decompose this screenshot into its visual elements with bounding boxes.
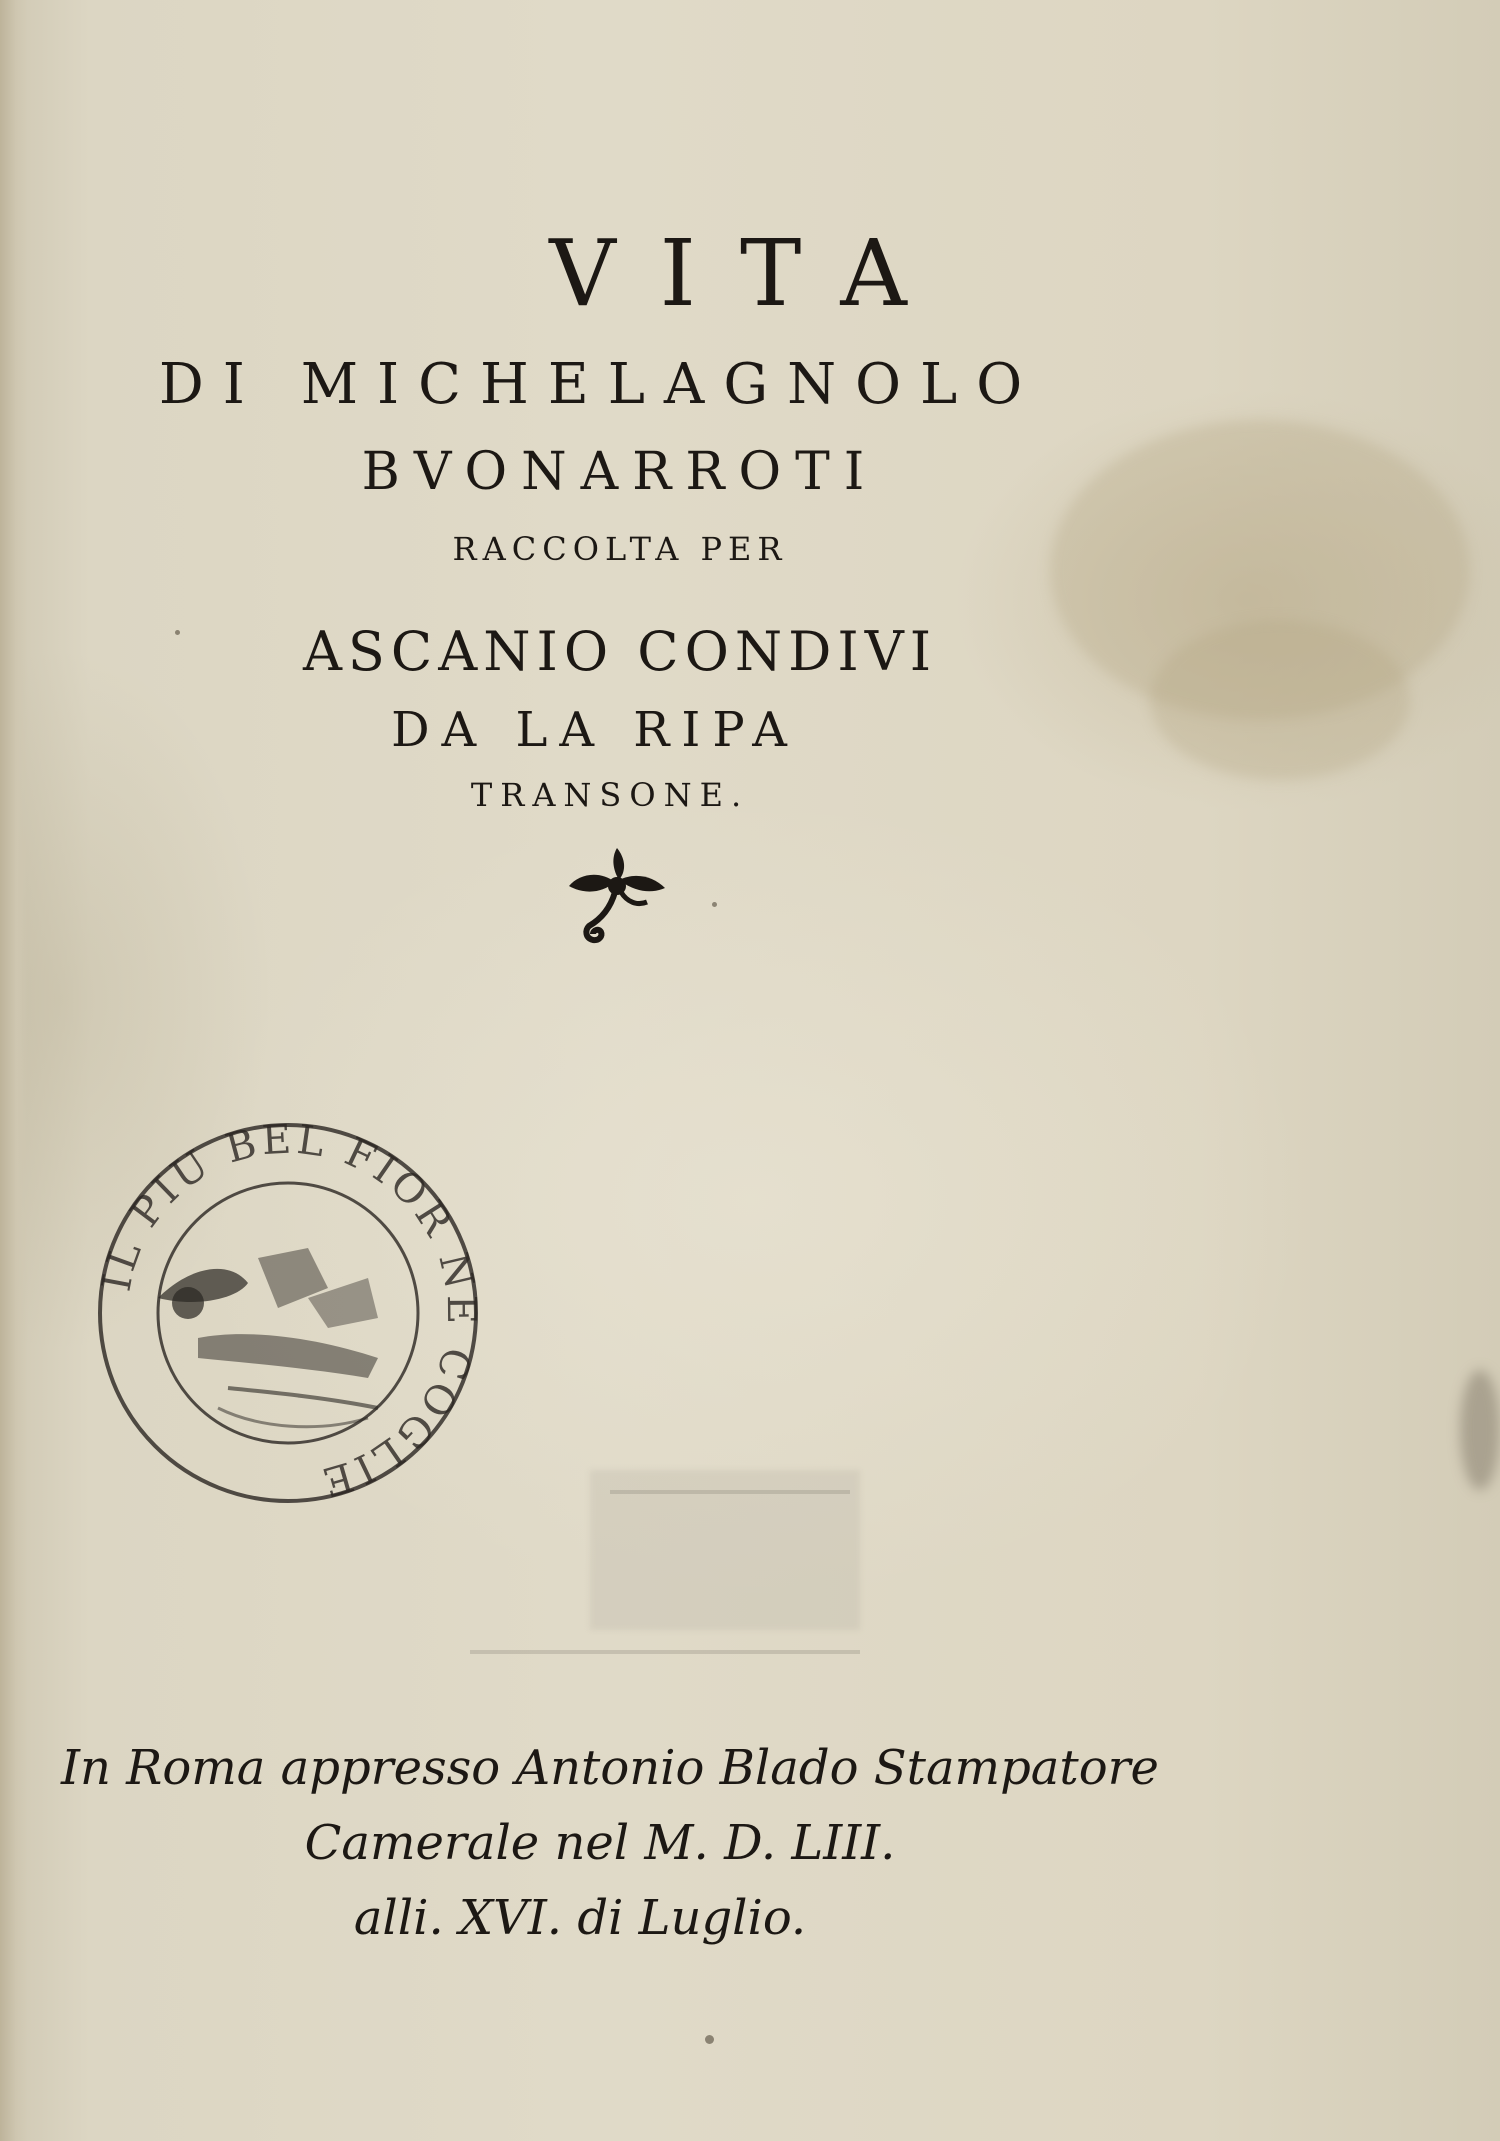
library-stamp-icon [78,1108,498,1518]
subject-line-2: BVONARROTI [361,442,879,502]
ink-speck [175,630,180,635]
author-name: ASCANIO CONDIVI [302,620,938,683]
imprint-line-2: Camerale nel M. D. LIII. [304,1815,896,1871]
faded-label-line [470,1650,860,1654]
faded-shelf-label [590,1470,860,1630]
imprint-line-1: In Roma appresso Antonio Blado Stampatore [61,1740,1159,1796]
compiled-by: RACCOLTA PER [452,530,788,568]
ink-speck [705,2035,714,2044]
subject-line-1: DI MICHELAGNOLO [158,352,1042,417]
stamp-text: IL PIU BEL FIOR NE COGLIE [93,1116,485,1506]
edge-stain [1460,1370,1500,1490]
fleuron-icon [555,840,675,950]
imprint-line-3: alli. XVI. di Luglio. [353,1890,807,1946]
title-vita: VITA [549,220,951,327]
author-origin-1: DA LA RIPA [391,702,799,758]
svg-text:IL PIU BEL FIOR NE COGLIE [94,1116,485,1506]
faded-label-line [610,1490,850,1494]
author-origin-2: TRANSONE. [470,776,750,814]
ink-speck [712,902,717,907]
